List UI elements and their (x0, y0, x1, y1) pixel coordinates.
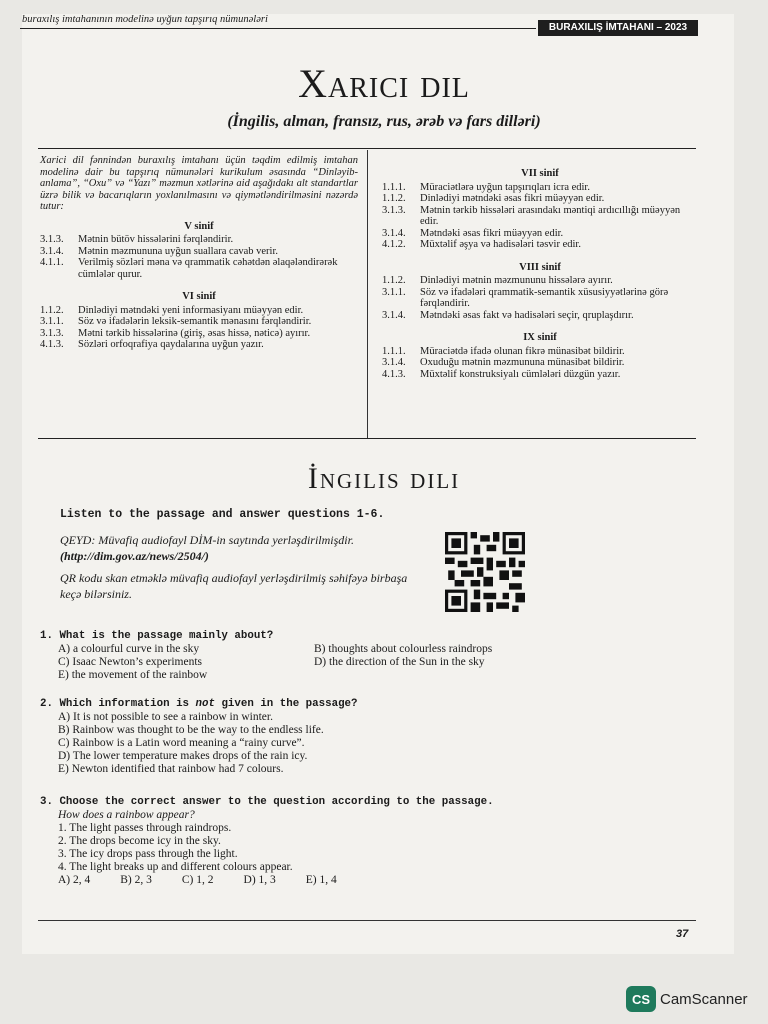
question-1-options (40, 643, 660, 682)
standard-item (382, 182, 698, 194)
statement-3: 3. The icy drops pass through the light. (58, 848, 238, 860)
header-badge: BURAXILIŞ İMTAHANI – 2023 (538, 20, 698, 36)
standard-text: Söz və ifadələri qrammatik-semantik xüsusiyyətlərinə görə fərqləndirir. (420, 286, 669, 309)
grade-spacer (382, 321, 698, 329)
standard-item (382, 357, 698, 369)
option-e[interactable]: E) Newton identified that rainbow had 7 colours. (58, 763, 284, 775)
header-text: buraxılış imtahanının modelinə uyğun tapşırıq nümunələri (22, 14, 268, 25)
standard-text: Mətnin bütöv hissələrini fərqləndirir. (78, 234, 234, 245)
grade-spacer (40, 280, 358, 288)
standard-code: 3.1.4. (382, 227, 406, 239)
standard-item (40, 257, 358, 280)
standard-code: 3.1.4. (382, 357, 406, 368)
grade-title: V sinif (184, 220, 214, 232)
standard-code: 3.1.1. (40, 316, 64, 327)
option-a[interactable]: A) It is not possible to see a rainbow in winter. (58, 711, 273, 723)
standard-item (40, 316, 358, 328)
standard-code: 3.1.4. (382, 309, 406, 321)
standard-item (382, 287, 698, 310)
standard-item (382, 239, 698, 251)
note-text: Müvafiq audiofayl DİM-in saytında yerləşdirilmişdir. (98, 533, 354, 547)
standard-item (382, 193, 698, 205)
standard-text: Dinlədiyi mətnin məzmununu hissələrə ayırır. (420, 275, 613, 286)
box-divider (367, 150, 368, 438)
option-a[interactable]: A) a colourful curve in the sky (58, 643, 200, 655)
option-c[interactable]: C) Isaac Newton’s experiments (58, 656, 203, 668)
standard-text: Mətni tərkib hissələrinə (giriş, əsas hissə, nəticə) ayırır. (78, 327, 311, 339)
standard-text: Verilmiş sözləri məna və qrammatik cəhətdən əlaqələndirərək cümlələr qurur. (78, 257, 338, 280)
option-b[interactable]: B) Rainbow was thought to be the way to the endless life. (58, 724, 324, 736)
standard-text: Mətnin tərkib hissələri arasındakı məntiqi ardıcıllığı müəyyən edir. (420, 204, 681, 227)
standard-code: 4.1.1. (40, 257, 64, 268)
standard-code: 4.1.3. (40, 339, 64, 350)
qr-code-icon[interactable] (442, 532, 528, 612)
standard-item (382, 346, 698, 358)
standard-item (40, 234, 358, 246)
question-3 (40, 796, 660, 887)
standard-code: 1.1.1. (382, 345, 406, 357)
standard-code: 1.1.2. (40, 304, 64, 316)
question-3-subquestion: How does a rainbow appear? (58, 809, 195, 821)
standard-item (40, 305, 358, 317)
standard-item (40, 339, 358, 351)
option-c[interactable]: C) Rainbow is a Latin word meaning a “rainy curve”. (58, 737, 305, 749)
page-title: Xarici dil (298, 61, 470, 106)
grade-title: VI sinif (182, 291, 216, 302)
standard-code: 3.1.1. (382, 286, 406, 298)
camscanner-watermark (626, 986, 748, 1012)
standard-text: Müraciətdə ifadə olunan fikrə münasibət bildirir. (420, 345, 625, 357)
standard-code: 3.1.4. (40, 245, 64, 257)
standard-code: 3.1.3. (40, 234, 64, 245)
intro-paragraph: Xarici dil fənnindən buraxılış imtahanı üçün təqdim edilmiş imtahan modelinə dair bu tapşırıq nümunələri kurikulum əsasında “Dinləyib-anlama”, “Oxu” və “Yazı” məzmun xətlərinə aid aşağıdakı alt standartlar üzrə bilik və bacarıqların yoxlanılmasını və qiymətləndirilməsini nəzərdə tutur: (40, 155, 358, 212)
question-1-stem: 1. What is the passage mainly about? (40, 630, 274, 642)
statement-4: 4. The light breaks up and different colours appear. (58, 861, 293, 873)
standards-left-column (40, 155, 358, 351)
standard-text: Mətnin məzmununa uyğun suallara cavab verir. (78, 245, 279, 257)
standard-text: Mətndəki əsas fikri müəyyən edir. (420, 227, 564, 239)
right-grades (382, 168, 698, 380)
standard-text: Oxuduğu mətnin məzmununa münasibət bildirir. (420, 357, 625, 368)
standard-code: 4.1.3. (382, 368, 406, 380)
left-grades (40, 221, 358, 351)
section-title: İngilis dili (307, 462, 461, 495)
standard-code: 4.1.2. (382, 239, 406, 250)
standard-text: Müxtəlif konstruksiyalı cümlələri düzgün yazır. (420, 368, 621, 380)
standard-item (40, 246, 358, 258)
box-bottom-rule (38, 438, 696, 439)
standard-code: 3.1.3. (40, 327, 64, 339)
option-d[interactable]: D) The lower temperature makes drops of the rain icy. (58, 750, 308, 762)
grade-title: VIII sinif (519, 261, 561, 273)
option-e[interactable]: E) 1, 4 (305, 874, 337, 886)
standard-item (382, 310, 698, 322)
standard-code: 1.1.2. (382, 193, 406, 204)
question-3-stem: 3. Choose the correct answer to the question according to the passage. (40, 796, 494, 808)
standard-text: Müraciətlərə uyğun tapşırıqları icra edir. (420, 181, 590, 193)
qr-instruction: QR kodu skan etməklə müvafiq audiofayl yerləşdirilmiş səhifəyə birbaşa keçə bilərsiniz. (60, 571, 408, 601)
standard-item (40, 328, 358, 340)
note-block (60, 532, 430, 602)
statement-1: 1. The light passes through raindrops. (58, 822, 232, 834)
page-number: 37 (676, 928, 689, 940)
grade-title: VII sinif (521, 168, 559, 179)
standard-text: Dinlədiyi mətndəki əsas fikri müəyyən edir. (420, 193, 605, 204)
standard-code: 3.1.3. (382, 204, 406, 216)
instruction: Listen to the passage and answer questions 1-6. (60, 508, 385, 521)
statement-2: 2. The drops become icy in the sky. (58, 835, 221, 847)
standard-text: Mətndəki əsas fakt və hadisələri seçir, qruplaşdırır. (420, 309, 634, 321)
option-a[interactable]: A) 2, 4 (58, 874, 91, 886)
standard-item (382, 275, 698, 287)
standard-text: Söz və ifadələrin leksik-semantik mənasını fərqləndirir. (78, 316, 312, 327)
option-d[interactable]: D) the direction of the Sun in the sky (314, 656, 485, 668)
question-3-options (40, 874, 660, 887)
question-2 (40, 698, 660, 776)
note-link[interactable]: (http://dim.gov.az/news/2504/) (60, 549, 209, 563)
option-e[interactable]: E) the movement of the rainbow (58, 669, 208, 681)
standard-text: Müxtəlif əşya və hadisələri təsvir edir. (420, 239, 581, 250)
footer-rule (38, 920, 696, 921)
option-b[interactable]: B) 2, 3 (120, 874, 152, 886)
question-2-stem: 2. Which information is not given in the passage? (40, 698, 358, 710)
option-c[interactable]: C) 1, 2 (181, 874, 214, 886)
page-subtitle: (İngilis, alman, fransız, rus, ərəb və fars dilləri) (227, 113, 541, 130)
standard-item (382, 369, 698, 381)
standard-code: 1.1.1. (382, 181, 406, 193)
standard-item (382, 205, 698, 228)
grade-title: IX sinif (523, 332, 557, 343)
standard-text: Dinlədiyi mətndəki yeni informasiyanı müəyyən edir. (78, 304, 304, 316)
standard-code: 1.1.2. (382, 275, 406, 286)
option-b[interactable]: B) thoughts about colourless raindrops (314, 643, 493, 655)
standard-item (382, 228, 698, 240)
standard-text: Sözləri orfoqrafiya qaydalarına uyğun yazır. (78, 339, 264, 350)
header-rule (20, 28, 536, 29)
option-d[interactable]: D) 1, 3 (243, 874, 276, 886)
note-label: QEYD: (60, 533, 96, 547)
camscanner-text: CamScanner (660, 990, 748, 1008)
box-top-rule (38, 148, 696, 149)
question-1 (40, 630, 660, 682)
grade-spacer (382, 251, 698, 259)
standards-right-column (382, 165, 698, 380)
camscanner-logo-icon: CS (626, 986, 656, 1012)
